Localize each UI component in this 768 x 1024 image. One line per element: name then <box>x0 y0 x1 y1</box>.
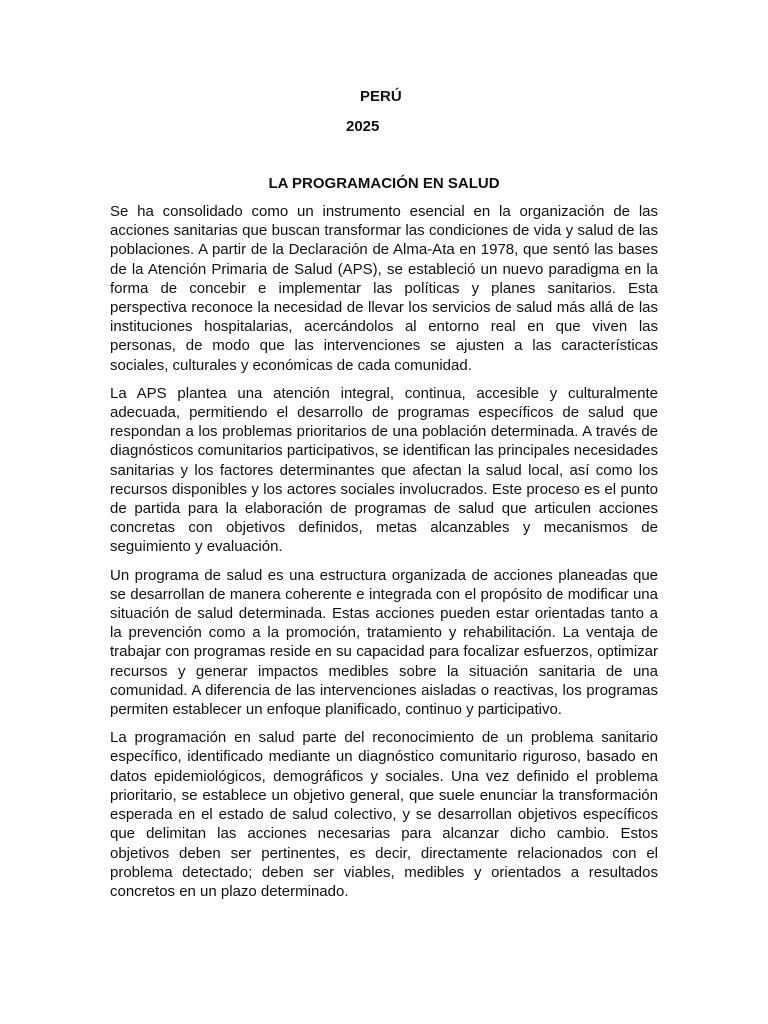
body-paragraph-3: Un programa de salud es una estructura organizada de acciones planeadas que se desarrollan de manera coherente e integrada con el propósito de modificar una situación de salud determinada. Estas acciones pueden estar orientadas tanto a la prevención como a la promoción, tratamiento y rehabilitación. La ventaja de trabajar con programas reside en su capacidad para focalizar esfuerzos, optimizar recursos y generar impactos medibles sobre la situación sanitaria de una comunidad. A diferencia de las intervenciones aisladas o reactivas, los programas permiten establecer un enfoque planificado, continuo y participativo. <box>110 566 658 719</box>
body-paragraph-2: La APS plantea una atención integral, continua, accesible y culturalmente adecuada, permitiendo el desarrollo de programas específicos de salud que respondan a los problemas prioritarios de una población determinada. A través de diagnósticos comunitarios participativos, se identifican las principales necesidades sanitarias y los factores determinantes que afectan la salud local, así como los recursos disponibles y los actores sociales involucrados. Este proceso es el punto de partida para la elaboración de programas de salud que articulen acciones concretas con objetivos definidos, metas alcanzables y mecanismos de seguimiento y evaluación. <box>110 384 658 556</box>
body-paragraph-1: Se ha consolidado como un instrumento esencial en la organización de las acciones sanitarias que buscan transformar las condiciones de vida y salud de las poblaciones. A partir de la Declaración de Alma-Ata en 1978, que sentó las bases de la Atención Primaria de Salud (APS), se estableció un nuevo paradigma en la forma de concebir e implementar las políticas y planes sanitarios. Esta perspectiva reconoce la necesidad de llevar los servicios de salud más allá de las instituciones hospitalarias, acercándolos al entorno real en que viven las personas, de modo que las intervenciones se ajusten a las características sociales, culturales y económicas de cada comunidad. <box>110 203 658 374</box>
year-heading: 2025 <box>346 118 380 135</box>
body-paragraph-4: La programación en salud parte del reconocimiento de un problema sanitario específico, identificado mediante un diagnóstico comunitario riguroso, basado en datos epidemiológicos, demográficos y sociales. Una vez definido el problema prioritario, se establece un objetivo general, que suele enunciar la transformación esperada en el estado de salud colectivo, y se desarrollan objetivos específicos que delimitan las acciones necesarias para alcanzar dicho cambio. Estos objetivos deben ser pertinentes, es decir, directamente relacionados con el problema detectado; deben ser viables, medibles y orientados a resultados concretos en un plazo determinado. <box>110 729 658 900</box>
country-heading: PERÚ <box>360 88 402 105</box>
document-body <box>110 202 658 910</box>
document-title: LA PROGRAMACIÓN EN SALUD <box>268 175 500 192</box>
